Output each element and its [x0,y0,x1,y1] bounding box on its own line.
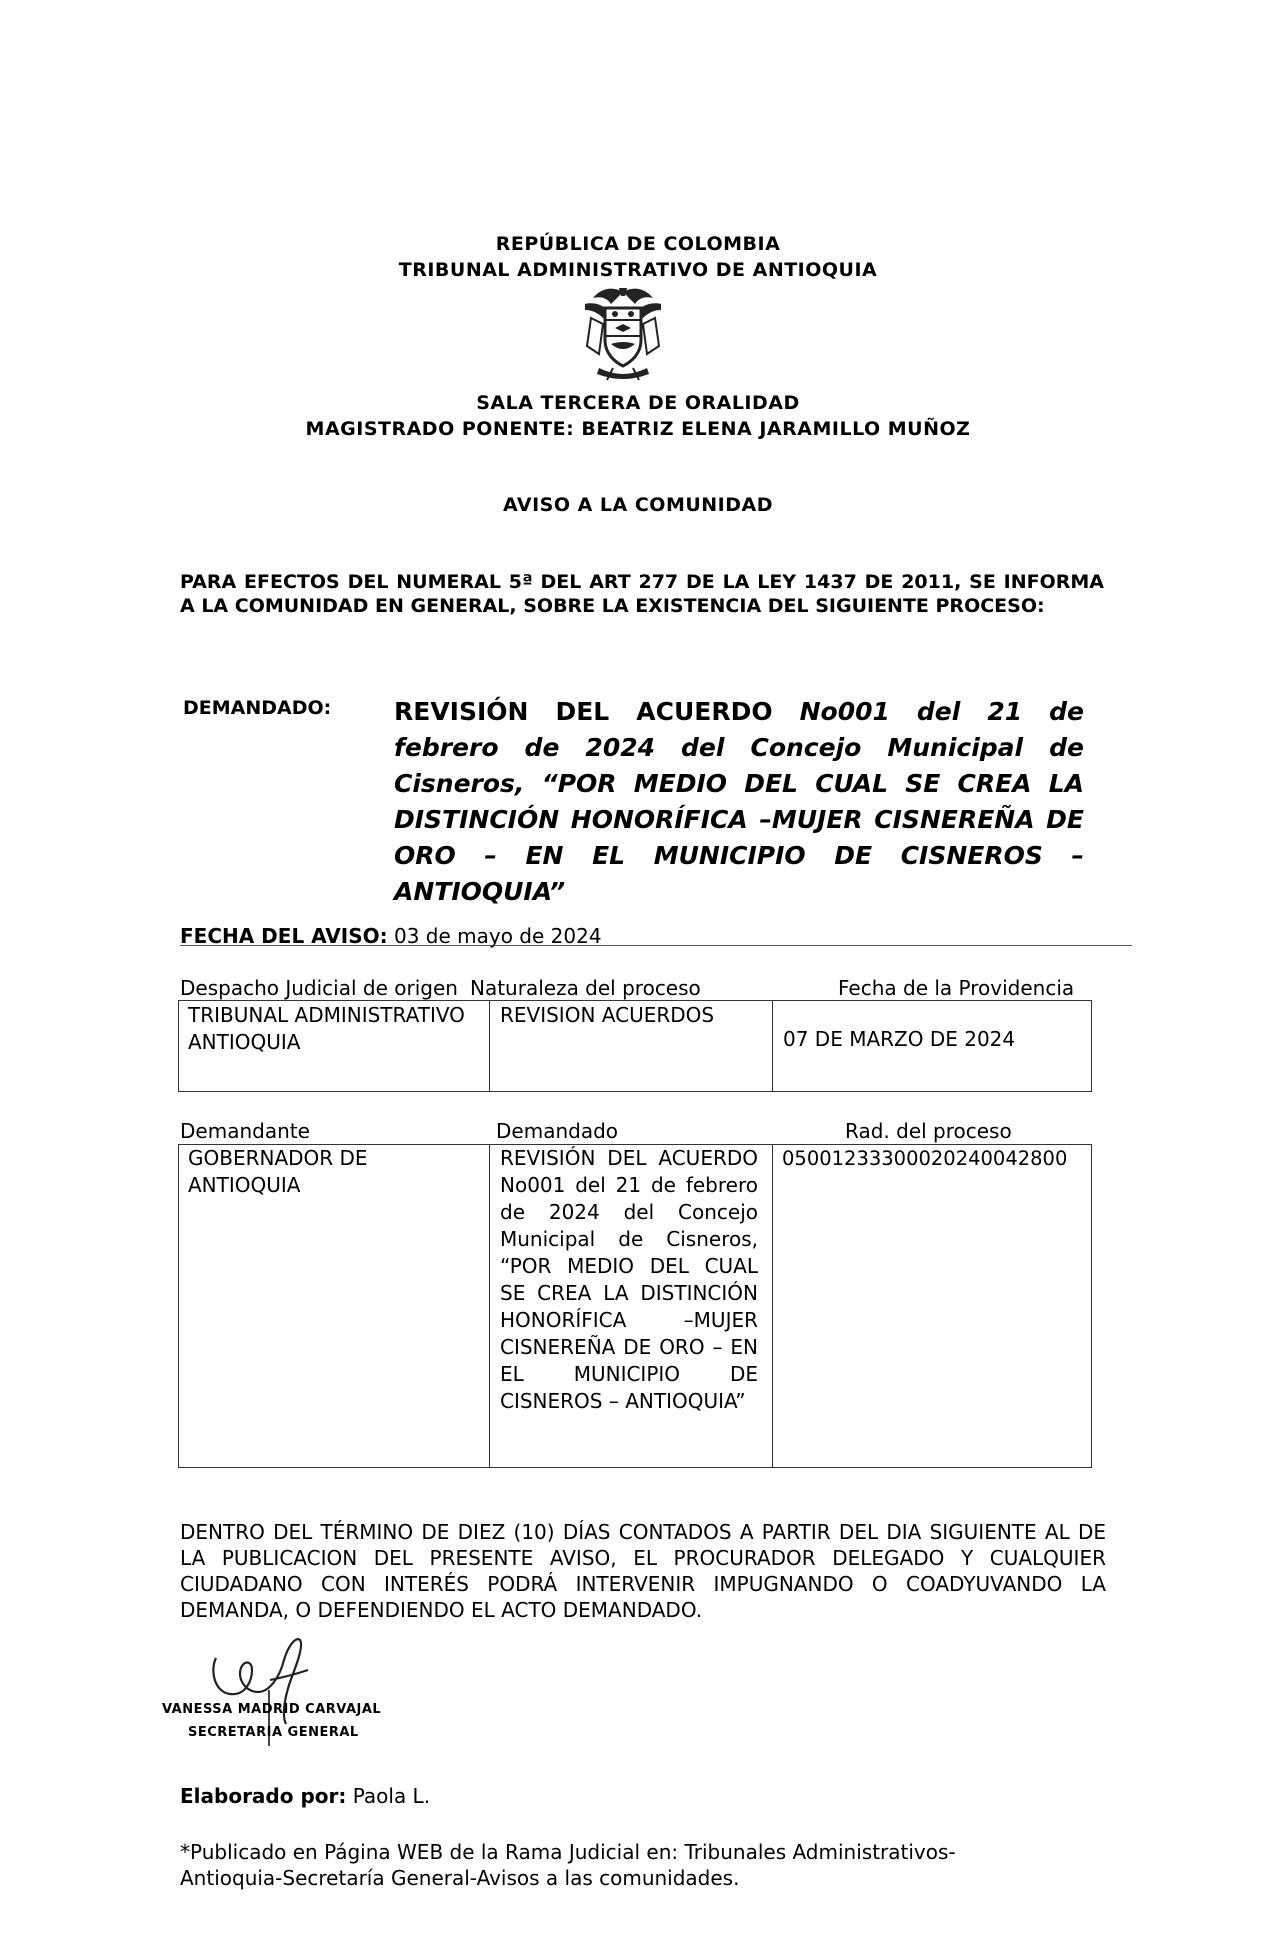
fecha-aviso-value: 03 de mayo de 2024 [393,924,602,948]
table2-cell-demandado: REVISIÓN DEL ACUERDO No001 del 21 de febrero de 2024 del Concejo Municipal de Cisneros, “POR MEDIO DEL CUAL SE CREA LA DISTINCIÓN HONORÍFICA –MUJER CISNEREÑA DE ORO – EN EL MUNICIPIO DE CISNEROS – ANTIOQUIA” [500,1146,758,1413]
fecha-aviso-label: FECHA DEL AVISO: [180,924,388,948]
table1-cell-despacho: TRIBUNAL ADMINISTRATIVO ANTIOQUIA [188,1003,465,1054]
closing-paragraph: DENTRO DEL TÉRMINO DE DIEZ (10) DÍAS CONTADOS A PARTIR DEL DIA SIGUIENTE AL DE LA PUBLICACION DEL PRESENTE AVISO, EL PROCURADOR DELEGADO Y CUALQUIER CIUDADANO CON INTERÉS PODRÁ INTERVENIR IMPUGNANDO O COADYUVANDO LA DEMANDA, O DEFENDIENDO EL ACTO DEMANDADO. [180,1520,1106,1622]
header-tribunal: TRIBUNAL ADMINISTRATIVO DE ANTIOQUIA [398,259,878,281]
magistrado-line: MAGISTRADO PONENTE: BEATRIZ ELENA JARAMILLO MUÑOZ [305,418,971,440]
signature-name: VANESSA MADRID CARVAJAL [162,1702,382,1717]
footnote: *Publicado en Página WEB de la Rama Judicial en: Tribunales Administrativos-Antioquia-Secretaría General-Avisos a las comunidades. [180,1840,956,1890]
table2-divider-1 [489,1144,490,1468]
table1-divider-1 [489,1000,490,1092]
document-title: AVISO A LA COMUNIDAD [502,494,774,516]
table1-header-fecha: Fecha de la Providencia [838,976,1075,1000]
elaborado-value: Paola L. [352,1784,431,1808]
demandado-description [394,694,1084,910]
demandado-text-plain: REVISIÓN DEL ACUERDO [394,697,800,726]
demandado-label: DEMANDADO: [183,697,332,719]
table2-header-demandado: Demandado [496,1119,619,1143]
table1-divider-2 [772,1000,773,1092]
intro-paragraph: PARA EFECTOS DEL NUMERAL 5ª DEL ART 277 DE LA LEY 1437 DE 2011, SE INFORMA A LA COMUNIDAD EN GENERAL, SOBRE LA EXISTENCIA DEL SIGUIENTE PROCESO: [180,571,1104,617]
table2-cell-radicado: 05001233300020240042800 [782,1147,1068,1170]
demandado-text-italic: No001 del 21 de febrero de 2024 del Concejo Municipal de Cisneros, “POR MEDIO DEL CUAL SE CREA LA DISTINCIÓN HONORÍFICA –MUJER CISNEREÑA DE ORO – EN EL MUNICIPIO DE CISNEROS – ANTIOQUIA” [394,697,1084,906]
elaborado-label: Elaborado por: [180,1784,347,1808]
table2-divider-2 [772,1144,773,1468]
table1-header-naturaleza: Naturaleza del proceso [470,976,701,1000]
table2-cell-demandante: GOBERNADOR DE ANTIOQUIA [188,1146,368,1197]
sala-title: SALA TERCERA DE ORALIDAD [476,392,800,414]
table1-cell-naturaleza: REVISION ACUERDOS [500,1003,715,1027]
header-republic: REPÚBLICA DE COLOMBIA [495,233,781,255]
table2-header-demandante: Demandante [180,1119,310,1143]
table1-cell-fecha: 07 DE MARZO DE 2024 [783,1027,1016,1051]
table1-header-despacho: Despacho Judicial de origen [180,976,458,1000]
table2-header-radicado: Rad. del proceso [845,1119,1012,1143]
signature-role: SECRETARIA GENERAL [188,1725,359,1740]
coat-of-arms-icon [563,284,683,384]
fecha-aviso-underline [180,945,1132,946]
